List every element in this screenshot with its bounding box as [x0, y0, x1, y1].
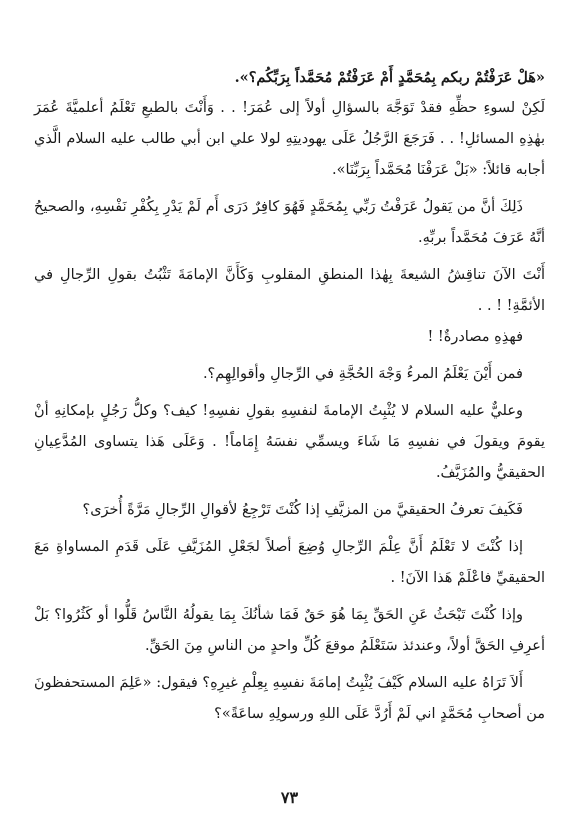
paragraph-knowledge-proof: أَلاَ تَرَاهُ عليه السلام كَيْفَ يُثْبِتُ إمامَةَ نفسِهِ بِعِلْمِ غيرِهِ؟ فيقول: «عَلِمَ المستحفظونَ من أصحابِ مُحَمَّدٍ اني لَمْ أَرُدَّ عَلَى اللهِ ورسولِهِ ساعَةً»؟ [34, 675, 545, 722]
paragraph-shia-debate: أَنْتَ الآنَ تناقِشُ الشيعةَ بِهٰذا المنطقِ المقلوبِ وَكَأَنَّ الإمامَةَ تَثْبُتُ بقولِ الرِّجالِ في الأئمَّةِ! ! . . [34, 267, 545, 314]
page-number: ٧٣ [280, 788, 299, 807]
paragraph-disbelief: ذَلِكَ أنَّ من يَقولُ عَرَفْتُ رَبِّي بِمُحَمَّدٍ فَهُوَ كافِرٌ دَرَى أَم لَمْ يَدْرِ بِكُفْرِ نَفْسِهِ، والصحيحُ أنَّهُ عَرَفَ مُحَمَّداً بربِّهِ. [34, 199, 545, 246]
paragraph-umar-question: لَكِنْ لسوءِ حظِّهِ فقدْ تَوَجَّهَ بالسؤالِ أولاً إلى عُمَرَ! . . وَأَنْتَ بالطبعِ تَعْلَمُ أعلميَّةَ عُمَرَ بهٰذِهِ المسائلِ! . . فَرَجَعَ الرَّجُلُ عَلَى يهوديتِهِ لولا علي ابن أبي طالب عليه السلام الَّذي أجابه قائلاً: «بَلْ عَرَفْنَا مُحَمَّداً بِرَبِّنَا». [34, 100, 545, 178]
paragraph-quote-opening: «هَلْ عَرَفْتُمْ ربكم بِمُحَمَّدٍ أَمْ عَرَفْتُمْ مُحَمَّداً بِرَبِّكُم؟». [234, 69, 545, 86]
paragraph-true-vs-fake: فَكَيفَ تعرفُ الحقيقيَّ من المزيَّفِ إذا كُنْتَ تَرْجِعُ لأقوالِ الرِّجالِ مَرَّةً أُخرَى؟ [82, 502, 523, 518]
paragraph-seeking-truth: وإذا كُنْتَ تَبْحَثُ عَنِ الحَقِّ بِمَا هُوَ حَقٌ فَمَا شأنُكَ بِمَا يقولُهُ النَّاسُ قَلُّوا أو كَثُرُوا؟ بَلْ أعرِفِ الحَقَّ أولاً، وعندئذ سَتَعْلَمُ موقعَ كُلِّ واحدٍ من الناسِ مِنَ الحَقِّ. [34, 607, 545, 654]
paragraph-begging-question: فهذِهِ مصادرةٌ! ! [427, 329, 523, 345]
paragraph-rijal-science: إذا كُنْتَ لا تَعْلَمُ أَنَّ عِلْمَ الرِّجالِ وُضِعَ أصلاً لجَعْلِ المُزَيَّفِ عَلَى قَدَمِ المساواةِ مَعَ الحقيقيِّ فاعْلَمْ هَذا الآنَ! . [34, 539, 545, 586]
paragraph-ali-imamate: وعليٌّ عليه السلام لا يُثْبِتُ الإمامةَ لنفسِهِ بقولِ نفسِهِ! كيف؟ وكلُّ رَجُلٍ بإمكانِهِ أنْ يقومَ ويقولَ في نفسِهِ مَا شَاءَ ويسمِّي نفسَهُ إِمَاماً! . وَعَلَى هَذا يتساوى المُدَّعِيانِ الحقيقيُّ والمُزَيَّفُ. [34, 403, 545, 481]
paragraph-proof-question: فمن أَيْنَ يَعْلَمُ المرءُ وَجْهَ الحُجَّةِ في الرِّجالِ وأقوالِهِم؟. [202, 366, 523, 382]
page-body [34, 62, 545, 730]
